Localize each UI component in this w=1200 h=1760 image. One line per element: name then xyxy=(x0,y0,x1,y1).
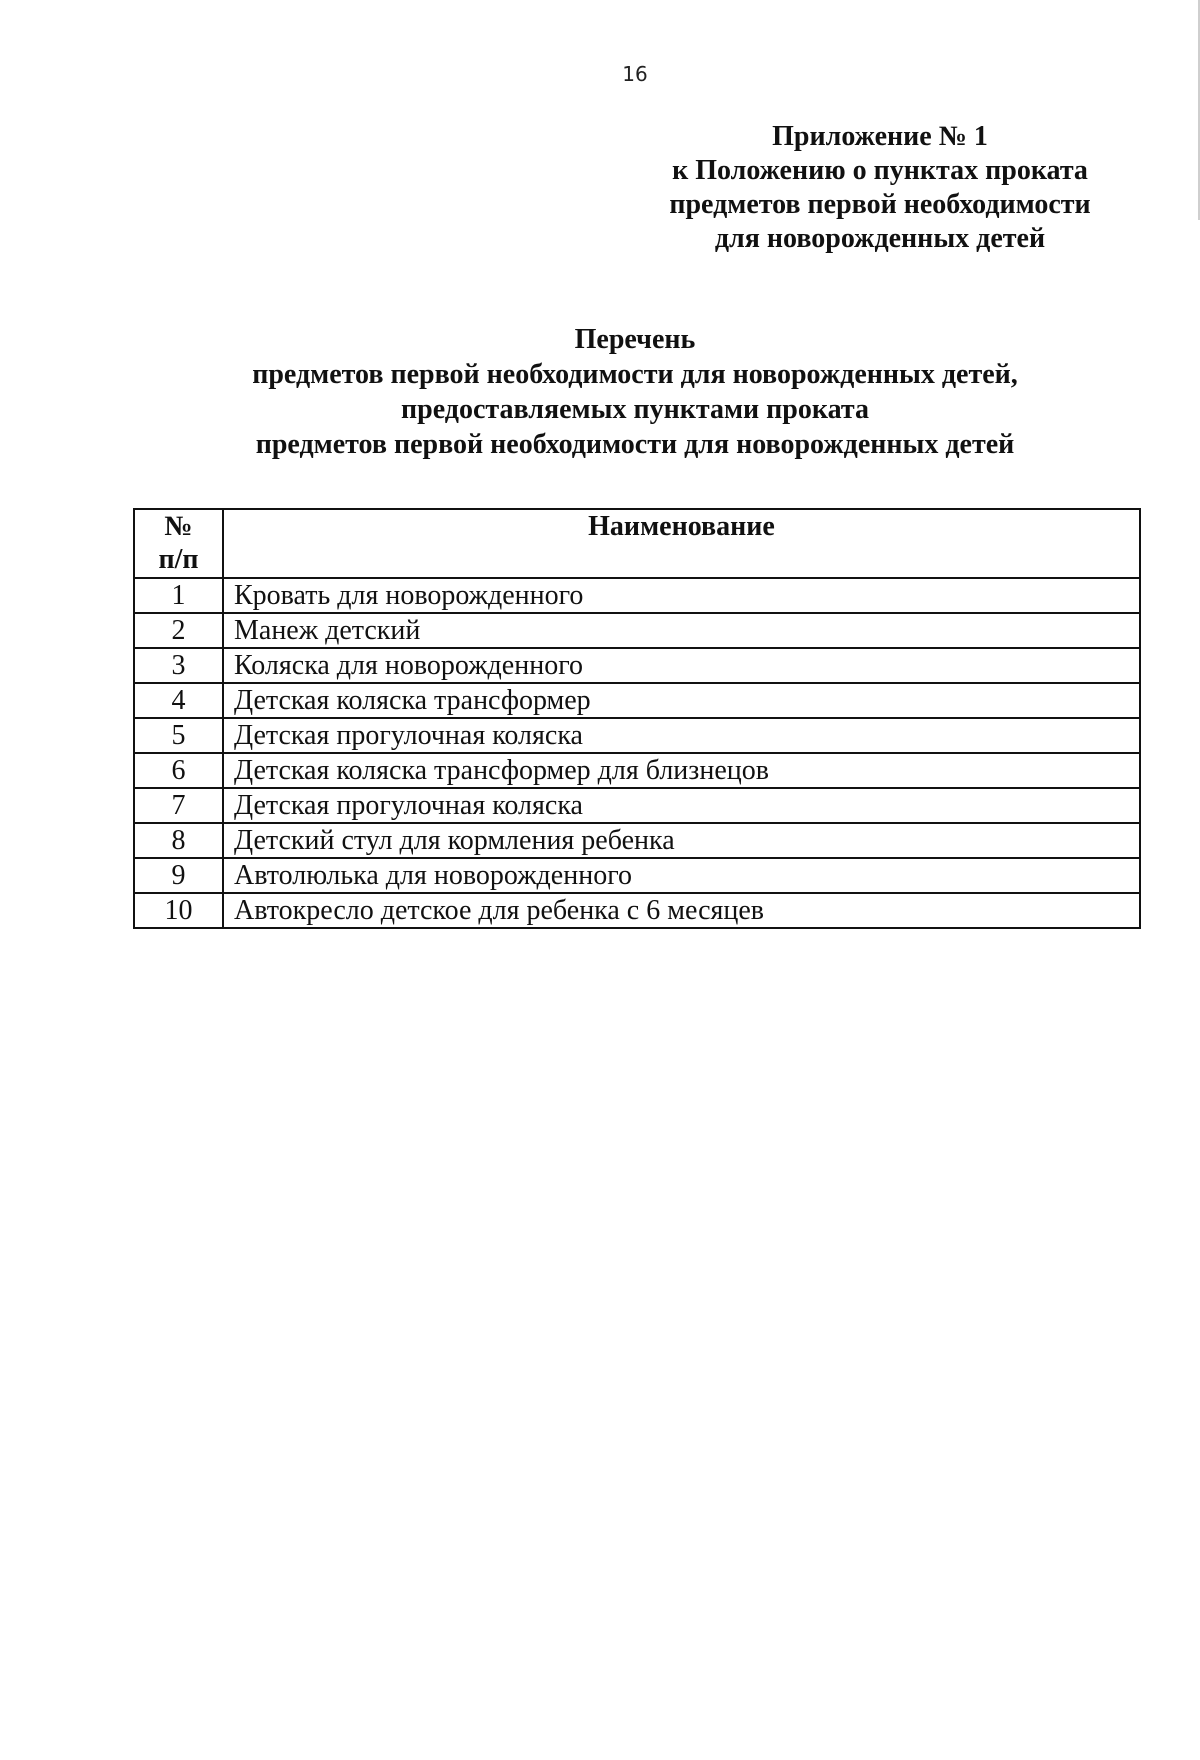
page-number: 16 xyxy=(622,62,648,86)
row-number: 1 xyxy=(134,578,223,613)
title-line-3: предоставляемых пунктами проката xyxy=(401,394,869,425)
row-number: 4 xyxy=(134,683,223,718)
document-title xyxy=(130,322,1140,462)
table-row xyxy=(134,823,1140,858)
appendix-line-3: предметов первой необходимости xyxy=(669,189,1091,220)
row-number: 5 xyxy=(134,718,223,753)
row-item-name: Детская прогулочная коляска xyxy=(223,788,1140,823)
row-number: 7 xyxy=(134,788,223,823)
row-item-name: Кровать для новорожденного xyxy=(223,578,1140,613)
table-row xyxy=(134,893,1140,928)
table-row xyxy=(134,858,1140,893)
row-item-name: Детская коляска трансформер xyxy=(223,683,1140,718)
row-number: 2 xyxy=(134,613,223,648)
appendix-line-4: для новорожденных детей xyxy=(714,223,1046,254)
title-line-2: предметов первой необходимости для новорожденных детей, xyxy=(252,359,1018,390)
row-number: 6 xyxy=(134,753,223,788)
appendix-header xyxy=(640,120,1120,256)
table-row xyxy=(134,613,1140,648)
row-item-name: Автокресло детское для ребенка с 6 месяцев xyxy=(223,893,1140,928)
appendix-line-2: к Положению о пунктах проката xyxy=(672,155,1088,186)
title-line-1: Перечень xyxy=(574,324,696,355)
table-body xyxy=(134,578,1140,928)
header-name: Наименование xyxy=(223,509,1140,578)
header-number-label: п/п xyxy=(158,544,199,575)
title-line-4: предметов первой необходимости для новорожденных детей xyxy=(255,429,1015,460)
row-number: 3 xyxy=(134,648,223,683)
table-row xyxy=(134,578,1140,613)
appendix-line-1: Приложение № 1 xyxy=(772,121,988,152)
table-header-row xyxy=(134,509,1140,578)
items-table xyxy=(133,508,1141,929)
row-item-name: Коляска для новорожденного xyxy=(223,648,1140,683)
table-row xyxy=(134,683,1140,718)
table-row xyxy=(134,718,1140,753)
header-number xyxy=(134,509,223,578)
row-number: 10 xyxy=(134,893,223,928)
header-number-symbol: № xyxy=(164,511,193,542)
row-item-name: Детская прогулочная коляска xyxy=(223,718,1140,753)
row-item-name: Детская коляска трансформер для близнецов xyxy=(223,753,1140,788)
table-row xyxy=(134,788,1140,823)
row-number: 9 xyxy=(134,858,223,893)
row-item-name: Автолюлька для новорожденного xyxy=(223,858,1140,893)
row-number: 8 xyxy=(134,823,223,858)
row-item-name: Манеж детский xyxy=(223,613,1140,648)
row-item-name: Детский стул для кормления ребенка xyxy=(223,823,1140,858)
table-row xyxy=(134,753,1140,788)
table-row xyxy=(134,648,1140,683)
